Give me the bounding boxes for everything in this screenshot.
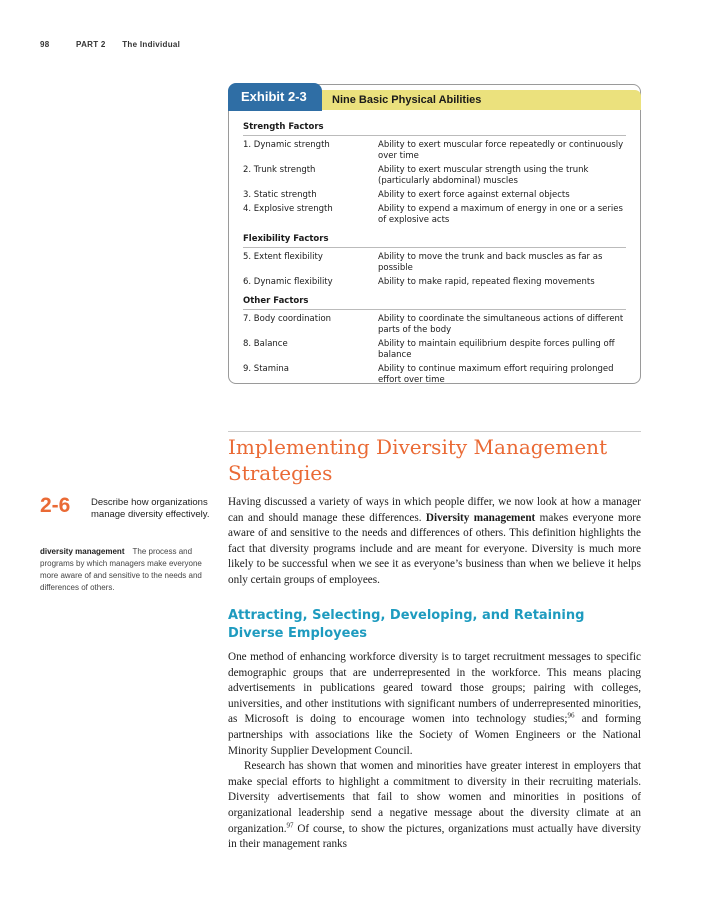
- ability-name: 6. Dynamic flexibility: [243, 277, 333, 287]
- exhibit-row: [243, 252, 626, 274]
- ability-description: Ability to continue maximum effort requiring prolonged effort over time: [378, 364, 614, 385]
- exhibit-group: [243, 234, 626, 288]
- ability-description: Ability to coordinate the simultaneous actions of different parts of the body: [378, 314, 624, 335]
- ability-description: Ability to expend a maximum of energy in one or a series of explosive acts: [378, 204, 623, 225]
- learning-objective-text: Describe how organizations manage diversity effectively.: [91, 497, 210, 520]
- ability-description: Ability to maintain equilibrium despite forces pulling off balance: [378, 339, 615, 360]
- exhibit-row: [243, 204, 626, 226]
- key-term: Diversity management: [425, 511, 536, 524]
- exhibit-group: [243, 296, 626, 386]
- part-label: PART 2: [76, 40, 106, 49]
- body-paragraph: [228, 650, 641, 759]
- paragraph-text: and forming partnerships with associations like the Society of Women Engineers or the National Minority Supplier Development Council.: [228, 713, 641, 757]
- body-paragraphs: [228, 650, 641, 853]
- exhibit-row: [243, 364, 626, 386]
- exhibit-title: Nine Basic Physical Abilities: [322, 90, 641, 110]
- ability-name: 5. Extent flexibility: [243, 252, 323, 262]
- footnote-ref: 97: [286, 820, 294, 829]
- paragraph-text: makes everyone more aware of and sensitive to the needs and differences of others. This definition highlights the fact that diversity programs include and are meant for everyone. Diversity is much more likely to be successful when we see it as everyone’s business than when we believe it helps only certain groups of employees.: [228, 511, 641, 586]
- paragraph-text: Having discussed a variety of ways in which people differ, we now look at how a manager can and should manage these differences.: [228, 496, 641, 524]
- section-title: Implementing Diversity Management Strategies: [228, 435, 608, 485]
- paragraph-text: One method of enhancing workforce diversity is to target recruitment messages to specific demographic groups that are underrepresented in the workforce. This means placing advertisements in publications geared toward those groups; pairing with colleges, universities, and other institutions with significant numbers of underrepresented minorities, as Microsoft is doing to encourage women into technology studies;: [228, 651, 641, 726]
- ability-name: 8. Balance: [243, 339, 288, 349]
- ability-description: Ability to exert muscular strength using the trunk (particularly abdominal) muscles: [378, 165, 589, 186]
- ability-name: 4. Explosive strength: [243, 204, 333, 214]
- paragraph-text: Of course, to show the pictures, organizations must actually have diversity in their management ranks: [228, 822, 641, 851]
- group-title: Flexibility Factors: [243, 234, 626, 248]
- glossary-term: diversity management: [40, 547, 125, 556]
- exhibit-group: [243, 122, 626, 226]
- section-divider: [228, 431, 641, 432]
- exhibit-row: [243, 277, 626, 288]
- exhibit-row: [243, 190, 626, 201]
- group-title: Strength Factors: [243, 122, 626, 136]
- ability-name: 1. Dynamic strength: [243, 140, 330, 150]
- footnote-ref: 96: [567, 711, 575, 720]
- ability-name: 3. Static strength: [243, 190, 317, 200]
- exhibit-row: [243, 339, 626, 361]
- body-paragraph: [228, 495, 641, 589]
- body-paragraph: [228, 759, 641, 853]
- ability-name: 2. Trunk strength: [243, 165, 316, 175]
- page-number: 98: [40, 40, 50, 49]
- running-header: [40, 40, 204, 49]
- part-title: The Individual: [122, 40, 181, 49]
- subsection-title: Attracting, Selecting, Developing, and Retaining Diverse Employees: [228, 608, 585, 641]
- exhibit-row: [243, 165, 626, 187]
- ability-description: Ability to make rapid, repeated flexing movements: [378, 277, 595, 287]
- glossary-note: [40, 546, 215, 594]
- group-title: Other Factors: [243, 296, 626, 310]
- exhibit-row: [243, 140, 626, 162]
- ability-description: Ability to exert force against external objects: [378, 190, 570, 200]
- exhibit-label: Exhibit 2-3: [228, 83, 322, 111]
- ability-description: Ability to exert muscular force repeatedly or continuously over time: [378, 140, 624, 161]
- glossary-definition: The process and programs by which managers make everyone more aware of and sensitive to the needs and differences of others.: [40, 547, 202, 592]
- ability-name: 7. Body coordination: [243, 314, 332, 324]
- paragraph-text: Research has shown that women and minorities have greater interest in employers that make special efforts to highlight a commitment to diversity in their recruiting materials. Diversity advertisements that fail to show women and minorities in positions of organizational leadership send a negative message about the diversity climate at an organization.: [228, 760, 641, 835]
- exhibit-row: [243, 314, 626, 336]
- ability-name: 9. Stamina: [243, 364, 289, 374]
- ability-description: Ability to move the trunk and back muscles as far as possible: [378, 252, 603, 273]
- exhibit-table: [243, 122, 626, 394]
- learning-objective-number: 2-6: [40, 494, 71, 517]
